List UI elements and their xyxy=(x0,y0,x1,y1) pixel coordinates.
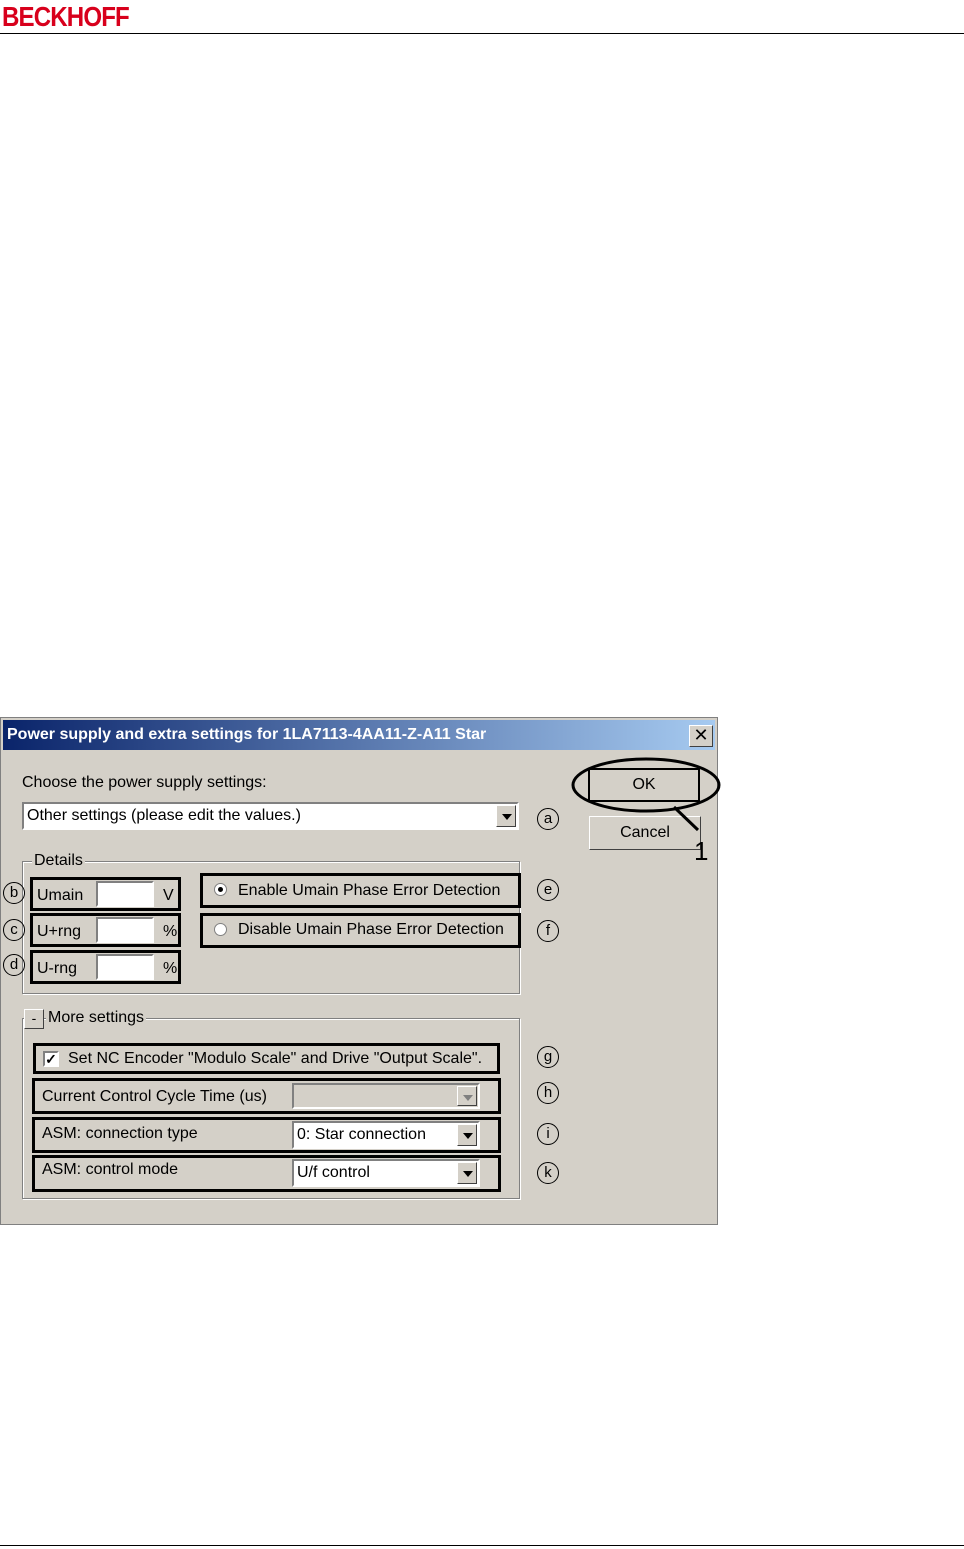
cancel-button[interactable]: Cancel xyxy=(589,816,701,850)
umain-unit: V xyxy=(163,887,174,904)
control-mode-label: ASM: control mode xyxy=(42,1161,179,1178)
chevron-down-icon[interactable] xyxy=(457,1086,477,1106)
umain-label: Umain xyxy=(37,887,84,904)
beckhoff-logo: BECKHOFF xyxy=(2,1,129,32)
check-icon: ✓ xyxy=(45,1051,57,1067)
footer-rule xyxy=(0,1545,964,1546)
more-settings-legend: More settings xyxy=(48,1009,145,1026)
chevron-down-icon[interactable] xyxy=(496,805,516,827)
title-bar xyxy=(3,720,715,750)
chevron-down-icon[interactable] xyxy=(457,1162,477,1184)
choose-supply-label: Choose the power supply settings: xyxy=(22,774,267,791)
cycle-time-label: Current Control Cycle Time (us) xyxy=(42,1088,267,1105)
nc-encoder-checkbox[interactable] xyxy=(43,1051,59,1067)
uplus-label: U+rng xyxy=(37,923,82,940)
callout-number: 1 xyxy=(694,836,709,864)
supply-settings-value: Other settings (please edit the values.) xyxy=(27,807,301,824)
uplus-field[interactable] xyxy=(96,917,154,943)
control-mode-dropdown[interactable] xyxy=(292,1159,480,1187)
power-supply-dialog xyxy=(0,717,718,1225)
marker-a: a xyxy=(537,808,559,830)
marker-e: e xyxy=(537,879,559,901)
marker-g: g xyxy=(537,1046,559,1068)
disable-detection-radio[interactable] xyxy=(214,923,227,936)
enable-detection-radio[interactable] xyxy=(214,883,227,896)
more-settings-toggle[interactable]: - xyxy=(24,1009,44,1029)
nc-encoder-label: Set NC Encoder "Modulo Scale" and Drive "Output Scale". xyxy=(68,1050,483,1067)
details-legend: Details xyxy=(34,852,83,869)
chevron-down-icon[interactable] xyxy=(457,1124,477,1146)
ok-button[interactable]: OK xyxy=(588,768,700,802)
marker-i: i xyxy=(537,1123,559,1145)
marker-f: f xyxy=(537,920,559,942)
marker-c: c xyxy=(3,919,25,941)
marker-b: b xyxy=(3,882,25,904)
cycle-time-dropdown[interactable] xyxy=(292,1083,480,1109)
supply-settings-dropdown[interactable] xyxy=(22,802,519,830)
marker-k: k xyxy=(537,1162,559,1184)
connection-type-value: 0: Star connection xyxy=(297,1126,426,1143)
marker-h: h xyxy=(537,1082,559,1104)
umain-field[interactable] xyxy=(96,881,154,907)
control-mode-value: U/f control xyxy=(297,1164,370,1181)
disable-detection-label: Disable Umain Phase Error Detection xyxy=(238,921,504,938)
dialog-title: Power supply and extra settings for 1LA7113-4AA11-Z-A11 Star xyxy=(7,726,487,743)
close-icon: ✕ xyxy=(693,725,709,745)
enable-detection-label: Enable Umain Phase Error Detection xyxy=(238,882,501,899)
header-rule xyxy=(0,33,964,34)
connection-type-label: ASM: connection type xyxy=(42,1125,198,1142)
uminus-label: U-rng xyxy=(37,960,78,977)
close-button[interactable] xyxy=(689,725,713,747)
marker-d: d xyxy=(3,954,25,976)
uminus-field[interactable] xyxy=(96,954,154,980)
uminus-unit: % xyxy=(163,960,178,977)
connection-type-dropdown[interactable] xyxy=(292,1121,480,1149)
uplus-unit: % xyxy=(163,923,178,940)
ok-callout xyxy=(566,752,726,864)
